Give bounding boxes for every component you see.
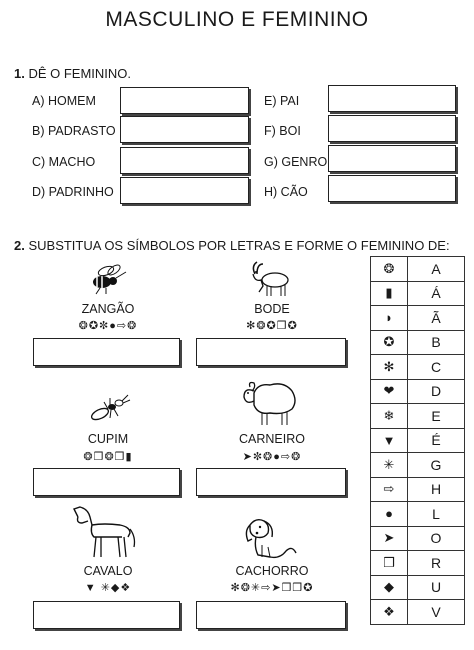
key-symbol: ◗ <box>371 306 408 331</box>
answer-field-zangao[interactable] <box>33 338 180 366</box>
key-letter: E <box>408 404 465 429</box>
page-title: MASCULINO E FEMININO <box>105 8 369 31</box>
key-symbol: ✻ <box>371 355 408 380</box>
key-symbol: ❒ <box>371 551 408 576</box>
key-symbol: ▼ <box>371 428 408 453</box>
symbol-code-carneiro: ➤✼❂●⇨❂ <box>242 451 302 463</box>
key-symbol: ❤ <box>371 379 408 404</box>
horse-icon <box>70 503 140 561</box>
key-row <box>371 428 465 453</box>
animal-name-cupim: CUPIM <box>87 432 129 446</box>
key-letter: R <box>408 551 465 576</box>
key-symbol: ✪ <box>371 330 408 355</box>
animal-name-cavalo: CAVALO <box>83 564 133 578</box>
symbol-code-cupim: ❂❒❂❒▮ <box>83 451 133 463</box>
key-symbol: ➤ <box>371 526 408 551</box>
key-row <box>371 502 465 527</box>
answer-field-bode[interactable] <box>196 338 346 366</box>
symbol-code-cavalo: ▼ ✳◆❖ <box>84 582 132 594</box>
key-letter: Ã <box>408 306 465 331</box>
key-row <box>371 330 465 355</box>
key-letter: G <box>408 453 465 478</box>
symbol-code-cachorro: ✻❂✳⇨➤❒❒✪ <box>230 582 314 594</box>
answer-field-pai[interactable] <box>328 85 456 112</box>
q1-item-label: E) PAI <box>264 94 300 108</box>
answer-field-padrinho[interactable] <box>120 177 249 204</box>
key-row <box>371 477 465 502</box>
question-1-text: DÊ O FEMININO. <box>28 66 132 81</box>
key-symbol: ⇨ <box>371 477 408 502</box>
answer-field-padrasto[interactable] <box>120 116 249 143</box>
q1-item-label: G) GENRO <box>264 155 328 169</box>
symbol-code-zangao: ❂✪✼●⇨❂ <box>78 320 138 332</box>
goat-icon <box>247 258 293 298</box>
key-row <box>371 575 465 600</box>
key-symbol: ✳ <box>371 453 408 478</box>
answer-field-genro[interactable] <box>328 145 456 172</box>
key-row <box>371 306 465 331</box>
key-row <box>371 404 465 429</box>
animal-name-bode: BODE <box>254 302 290 316</box>
key-row <box>371 526 465 551</box>
key-symbol: ❄ <box>371 404 408 429</box>
question-1 <box>14 66 131 81</box>
symbol-key-table <box>370 256 465 625</box>
q1-item-label: C) MACHO <box>32 155 96 169</box>
animal-name-carneiro: CARNEIRO <box>239 432 305 446</box>
answer-field-homem[interactable] <box>120 87 249 114</box>
key-letter: O <box>408 526 465 551</box>
key-letter: U <box>408 575 465 600</box>
animal-name-cachorro: CACHORRO <box>235 564 309 578</box>
question-2-number: 2. <box>14 238 25 253</box>
q1-item-label: H) CÃO <box>264 185 308 199</box>
key-symbol: ◆ <box>371 575 408 600</box>
key-row <box>371 355 465 380</box>
key-row <box>371 453 465 478</box>
key-row <box>371 257 465 282</box>
key-symbol: ● <box>371 502 408 527</box>
answer-field-cupim[interactable] <box>33 468 180 496</box>
symbol-code-bode: ✻❂✪❒✪ <box>246 320 298 332</box>
key-symbol: ❖ <box>371 600 408 625</box>
key-letter: H <box>408 477 465 502</box>
answer-field-boi[interactable] <box>328 115 456 142</box>
q1-item-label: A) HOMEM <box>32 94 96 108</box>
key-letter: V <box>408 600 465 625</box>
key-letter: É <box>408 428 465 453</box>
key-row <box>371 551 465 576</box>
question-2-text: SUBSTITUA OS SÍMBOLOS POR LETRAS E FORME O FEMININO DE: <box>28 238 450 253</box>
dog-icon <box>240 515 300 561</box>
sheep-icon <box>238 375 300 427</box>
key-letter: L <box>408 502 465 527</box>
key-letter: A <box>408 257 465 282</box>
key-letter: B <box>408 330 465 355</box>
question-2 <box>14 238 450 253</box>
answer-field-carneiro[interactable] <box>196 468 346 496</box>
key-letter: D <box>408 379 465 404</box>
termite-icon <box>86 392 132 426</box>
answer-field-cavalo[interactable] <box>33 601 180 629</box>
key-row <box>371 281 465 306</box>
bee-icon <box>86 262 130 296</box>
animal-name-zangao: ZANGÃO <box>81 302 135 316</box>
key-letter: C <box>408 355 465 380</box>
answer-field-macho[interactable] <box>120 147 249 174</box>
answer-field-cachorro[interactable] <box>196 601 346 629</box>
key-row <box>371 379 465 404</box>
key-row <box>371 600 465 625</box>
q1-item-label: D) PADRINHO <box>32 185 114 199</box>
q1-item-label: F) BOI <box>264 124 301 138</box>
key-symbol: ▮ <box>371 281 408 306</box>
q1-item-label: B) PADRASTO <box>32 124 116 138</box>
question-1-number: 1. <box>14 66 25 81</box>
key-letter: Á <box>408 281 465 306</box>
key-symbol: ❂ <box>371 257 408 282</box>
answer-field-cao[interactable] <box>328 175 456 202</box>
